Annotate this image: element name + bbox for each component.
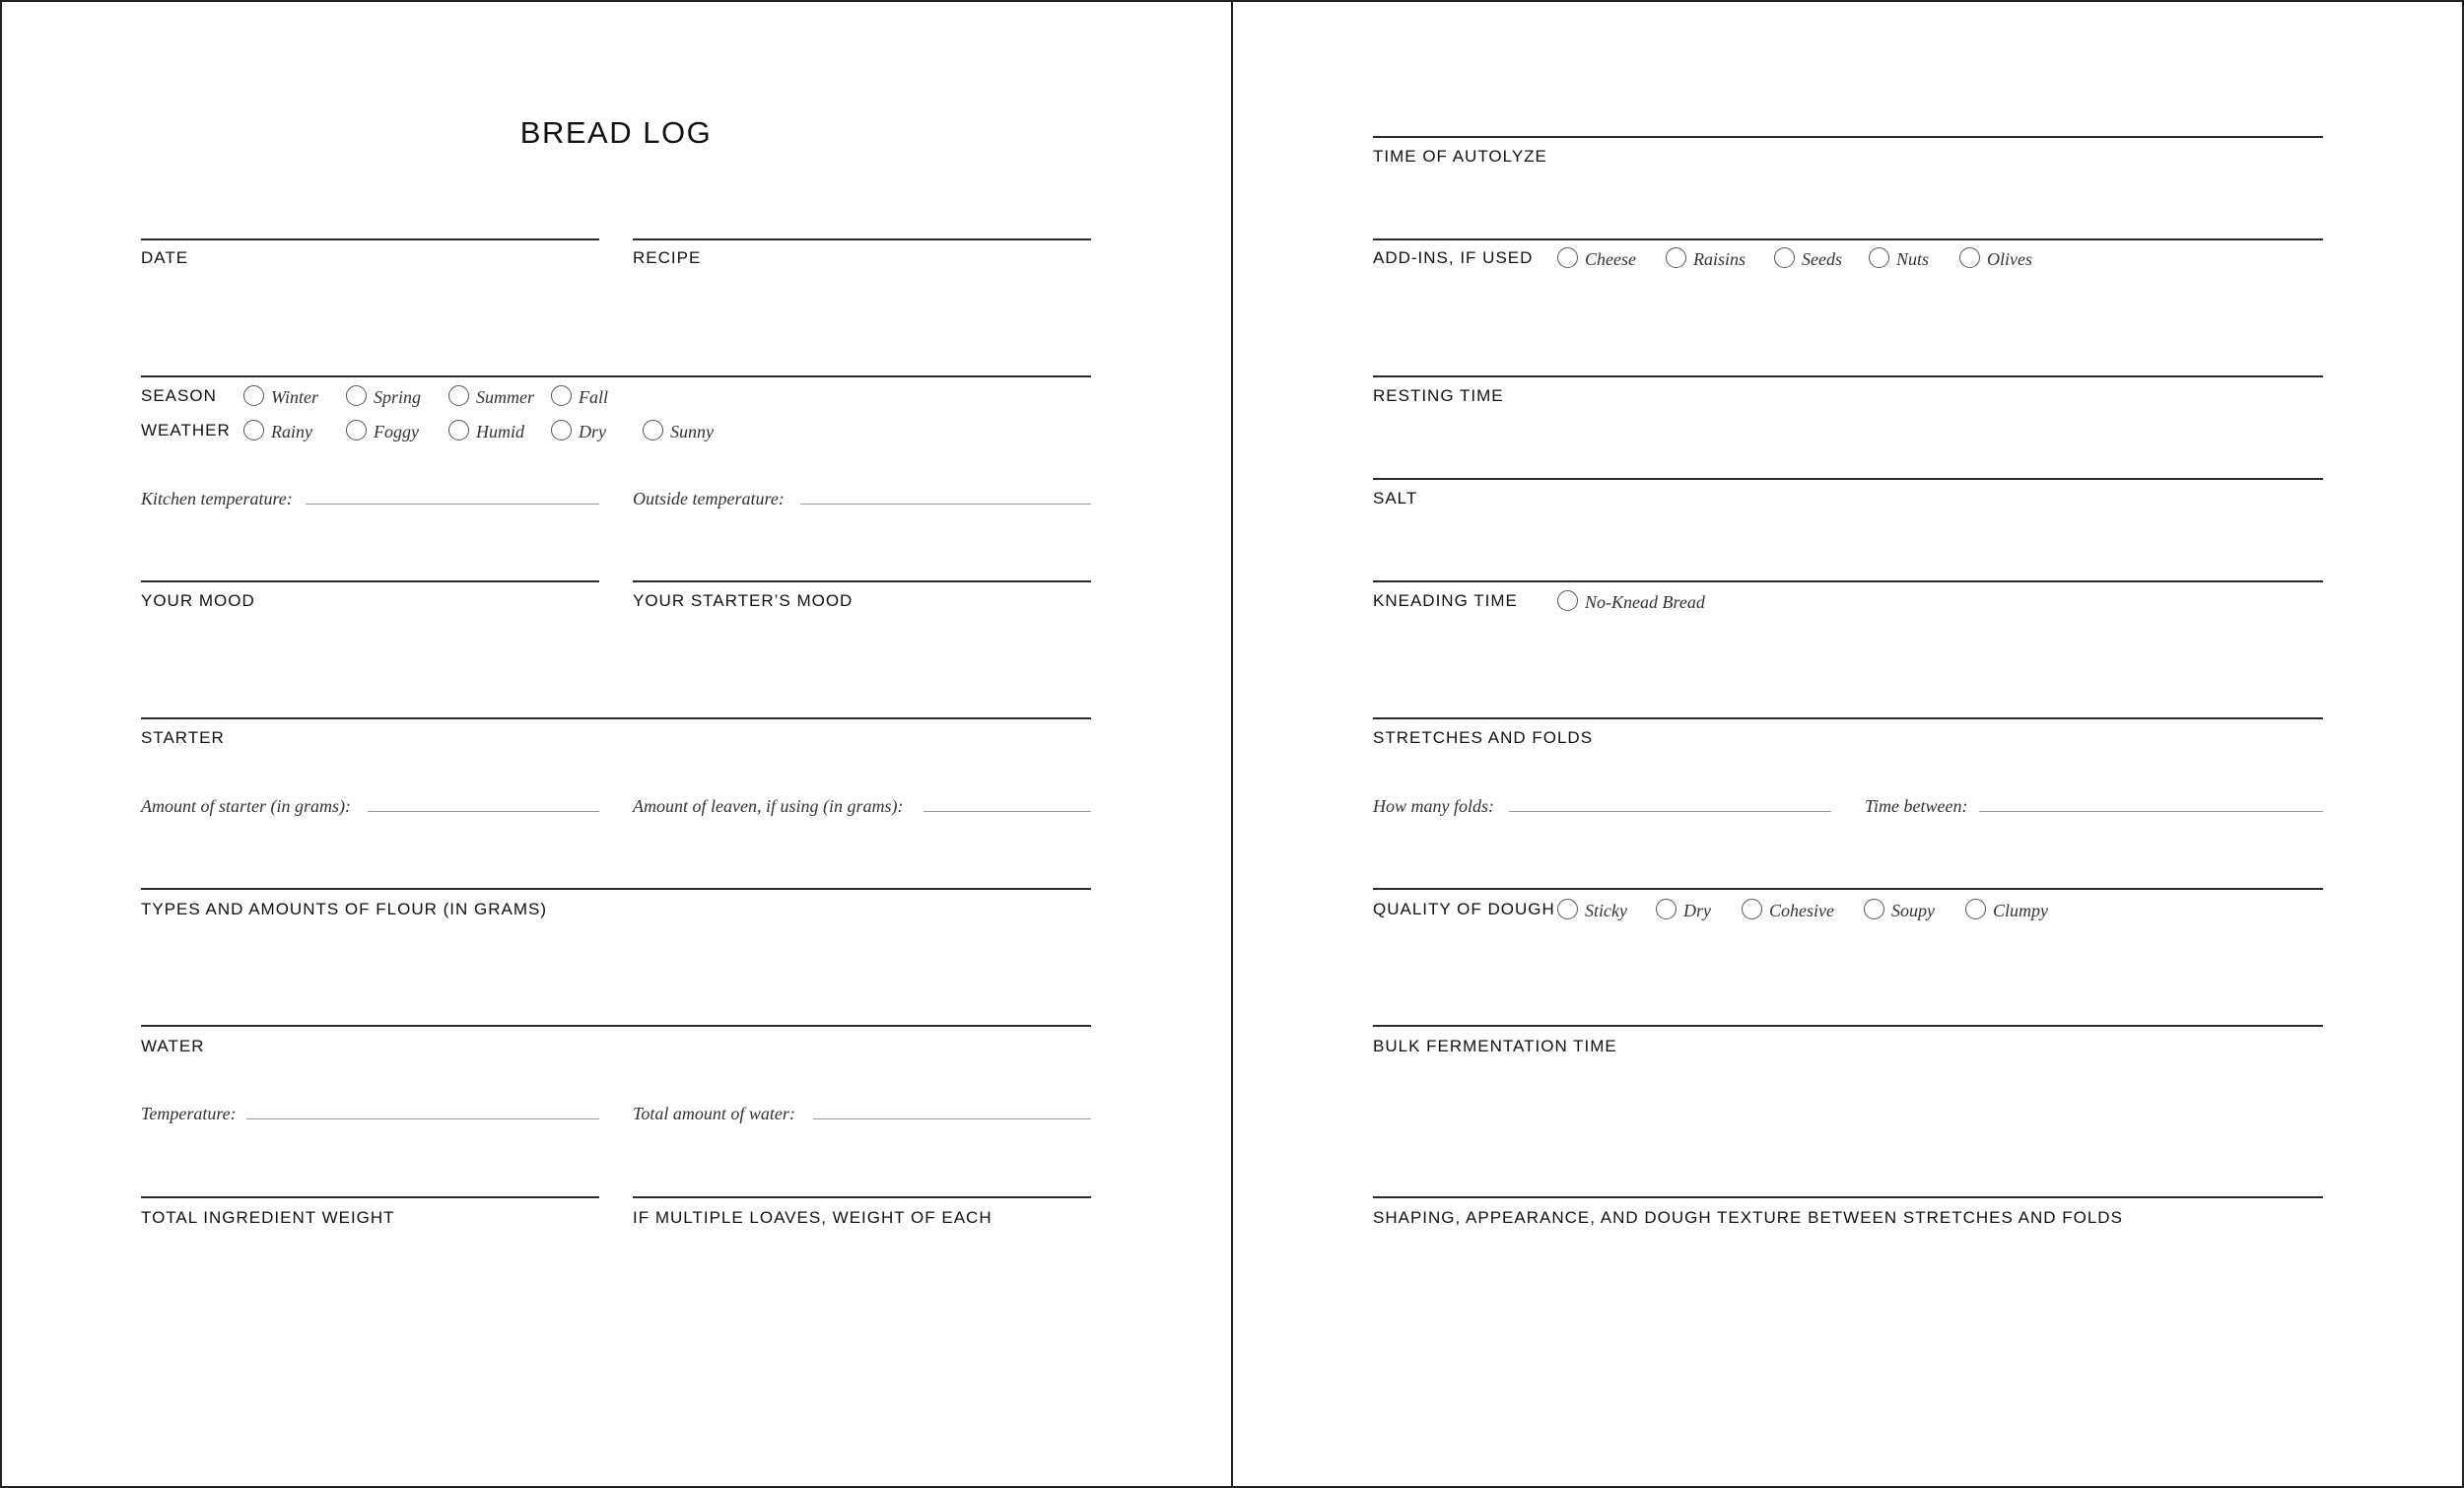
radio-circle-icon	[243, 420, 264, 440]
starter-amount-field[interactable]	[368, 811, 599, 812]
flour-rule	[141, 888, 1091, 890]
outside-temperature-prompt: Outside temperature:	[633, 489, 785, 508]
shaping-label: SHAPING, APPEARANCE, AND DOUGH TEXTURE BETWEEN STRETCHES AND FOLDS	[1373, 1208, 2123, 1227]
resting-label: RESTING TIME	[1373, 386, 1504, 405]
kitchen-temperature-field[interactable]	[306, 504, 599, 505]
option-label: Soupy	[1891, 901, 1935, 920]
radio-circle-icon	[1742, 899, 1762, 919]
addin-option-seeds[interactable]	[1774, 249, 1842, 270]
option-label: Clumpy	[1993, 901, 2048, 920]
radio-circle-icon	[1864, 899, 1884, 919]
flour-label: TYPES AND AMOUNTS OF FLOUR (IN GRAMS)	[141, 900, 547, 918]
option-label: Olives	[1987, 249, 2032, 269]
radio-circle-icon	[1959, 247, 1980, 268]
loaf-weight-rule	[633, 1196, 1091, 1198]
radio-circle-icon	[1869, 247, 1889, 268]
season-option-winter[interactable]	[243, 387, 318, 408]
radio-circle-icon	[551, 420, 572, 440]
time-between-prompt: Time between:	[1865, 796, 1968, 816]
kneading-rule	[1373, 580, 2323, 582]
kitchen-temperature-prompt: Kitchen temperature:	[141, 489, 293, 508]
your-mood-label: YOUR MOOD	[141, 591, 255, 610]
water-label: WATER	[141, 1037, 205, 1055]
addins-label: ADD-INS, IF USED	[1373, 248, 1534, 267]
option-label: Summer	[476, 387, 534, 407]
water-total-field[interactable]	[813, 1118, 1091, 1119]
recipe-label: RECIPE	[633, 248, 702, 267]
salt-rule	[1373, 478, 2323, 480]
autolyze-rule	[1373, 136, 2323, 138]
radio-circle-icon	[346, 420, 367, 440]
radio-circle-icon	[1557, 247, 1578, 268]
option-label: Seeds	[1802, 249, 1842, 269]
water-temperature-field[interactable]	[246, 1118, 599, 1119]
option-label: Winter	[271, 387, 318, 407]
radio-circle-icon	[243, 385, 264, 406]
radio-circle-icon	[1557, 899, 1578, 919]
starter-rule	[141, 717, 1091, 719]
dough-option-clumpy[interactable]	[1965, 901, 2048, 921]
dough-quality-rule	[1373, 888, 2323, 890]
kneading-label: KNEADING TIME	[1373, 591, 1518, 610]
radio-circle-icon	[551, 385, 572, 406]
kneading-option-no-knead[interactable]	[1557, 592, 1705, 613]
page-title: BREAD LOG	[519, 115, 713, 150]
dough-option-dry[interactable]	[1656, 901, 1711, 921]
outside-temperature-field[interactable]	[800, 504, 1091, 505]
starter-mood-label: YOUR STARTER’S MOOD	[633, 591, 854, 610]
season-option-spring[interactable]	[346, 387, 421, 408]
option-label: Humid	[476, 422, 524, 441]
recipe-rule	[633, 238, 1091, 240]
weather-option-foggy[interactable]	[346, 422, 419, 442]
radio-circle-icon	[643, 420, 663, 440]
total-weight-label: TOTAL INGREDIENT WEIGHT	[141, 1208, 395, 1227]
addin-option-olives[interactable]	[1959, 249, 2032, 270]
option-label: Cheese	[1585, 249, 1636, 269]
addin-option-cheese[interactable]	[1557, 249, 1636, 270]
water-rule	[141, 1025, 1091, 1027]
weather-option-sunny[interactable]	[643, 422, 714, 442]
radio-circle-icon	[1666, 247, 1686, 268]
stretches-rule	[1373, 717, 2323, 719]
season-option-summer[interactable]	[448, 387, 534, 408]
option-label: Fall	[579, 387, 608, 407]
option-label: Sticky	[1585, 901, 1627, 920]
leaven-amount-prompt: Amount of leaven, if using (in grams):	[633, 796, 904, 816]
dough-quality-label: QUALITY OF DOUGH	[1373, 900, 1555, 918]
bulk-label: BULK FERMENTATION TIME	[1373, 1037, 1617, 1055]
page-spine	[1231, 0, 1233, 1488]
stretches-label: STRETCHES AND FOLDS	[1373, 728, 1594, 747]
time-between-field[interactable]	[1979, 811, 2323, 812]
salt-label: SALT	[1373, 489, 1418, 507]
addin-option-nuts[interactable]	[1869, 249, 1929, 270]
weather-option-humid[interactable]	[448, 422, 524, 442]
bulk-rule	[1373, 1025, 2323, 1027]
radio-circle-icon	[448, 385, 469, 406]
season-label: SEASON	[141, 386, 217, 405]
radio-circle-icon	[346, 385, 367, 406]
total-weight-rule	[141, 1196, 599, 1198]
option-label: No-Knead Bread	[1585, 592, 1705, 612]
dough-option-cohesive[interactable]	[1742, 901, 1834, 921]
starter-mood-rule	[633, 580, 1091, 582]
radio-circle-icon	[448, 420, 469, 440]
option-label: Foggy	[374, 422, 419, 441]
autolyze-label: TIME OF AUTOLYZE	[1373, 147, 1547, 166]
date-rule	[141, 238, 599, 240]
addin-option-raisins[interactable]	[1666, 249, 1745, 270]
weather-option-dry[interactable]	[551, 422, 606, 442]
folds-count-prompt: How many folds:	[1373, 796, 1494, 816]
radio-circle-icon	[1774, 247, 1795, 268]
starter-label: STARTER	[141, 728, 225, 747]
option-label: Raisins	[1693, 249, 1746, 269]
addins-rule	[1373, 238, 2323, 240]
leaven-amount-field[interactable]	[924, 811, 1091, 812]
starter-amount-prompt: Amount of starter (in grams):	[141, 796, 351, 816]
weather-option-rainy[interactable]	[243, 422, 312, 442]
date-label: DATE	[141, 248, 189, 267]
option-label: Rainy	[271, 422, 312, 441]
radio-circle-icon	[1557, 590, 1578, 611]
resting-rule	[1373, 375, 2323, 377]
season-option-fall[interactable]	[551, 387, 608, 408]
water-total-prompt: Total amount of water:	[633, 1104, 795, 1123]
option-label: Sunny	[670, 422, 714, 441]
radio-circle-icon	[1656, 899, 1677, 919]
loaf-weight-label: IF MULTIPLE LOAVES, WEIGHT OF EACH	[633, 1208, 992, 1227]
season-rule	[141, 375, 1091, 377]
mood-rule	[141, 580, 599, 582]
option-label: Cohesive	[1769, 901, 1834, 920]
dough-option-soupy[interactable]	[1864, 901, 1935, 921]
option-label: Dry	[1683, 901, 1711, 920]
option-label: Nuts	[1896, 249, 1930, 269]
option-label: Spring	[374, 387, 422, 407]
dough-option-sticky[interactable]	[1557, 901, 1627, 921]
shaping-rule	[1373, 1196, 2323, 1198]
radio-circle-icon	[1965, 899, 1986, 919]
option-label: Dry	[579, 422, 606, 441]
weather-label: WEATHER	[141, 421, 231, 440]
water-temperature-prompt: Temperature:	[141, 1104, 237, 1123]
folds-count-field[interactable]	[1509, 811, 1831, 812]
